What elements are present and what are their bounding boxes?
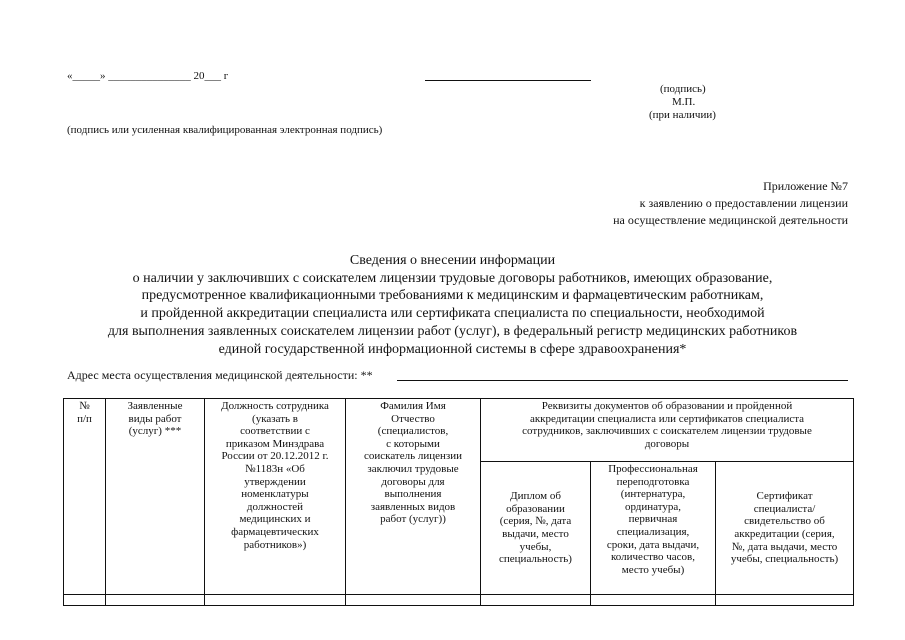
table-cell[interactable] (205, 595, 346, 606)
title-line: единой государственной информационной системы в сфере здравоохранения* (218, 341, 687, 357)
e-signature-label: (подпись или усиленная квалифицированная электронная подпись) (67, 124, 383, 136)
header-work-types: Заявленные виды работ (услуг) *** (106, 399, 205, 595)
document-title (40, 252, 865, 358)
annex-line-3: на осуществление медицинской деятельности (613, 213, 848, 227)
table-row (64, 595, 854, 606)
title-line: о наличии у заключивших с соискателем лицензии трудовые договоры работников, имеющих образование, (132, 270, 773, 286)
annex-header (613, 178, 848, 229)
table-cell[interactable] (481, 595, 591, 606)
table-cell[interactable] (716, 595, 854, 606)
header-position: Должность сотрудника (указать в соответствии с приказом Минздрава России от 20.12.2012 г. №1183н «Об утверждении номенклатуры должностей медицинских и фармацевтических работников») (205, 399, 346, 595)
title-line: и пройденной аккредитации специалиста или сертификата специалиста по специальности, необходимой (140, 306, 765, 322)
signature-label: (подпись) (660, 83, 706, 95)
annex-line-2: к заявлению о предоставлении лицензии (639, 196, 848, 210)
table-cell[interactable] (64, 595, 106, 606)
table-cell[interactable] (106, 595, 205, 606)
title-line: предусмотренное квалификационными требованиями к медицинским и фармацевтическим работникам, (141, 288, 764, 304)
seal-note: (при наличии) (649, 109, 716, 121)
signature-line (425, 80, 591, 81)
header-certificate: Сертификат специалиста/ свидетельство об аккредитации (серия, №, дата выдачи, место учебы, специальность) (716, 462, 854, 595)
date-line: «_____» _______________ 20___ г (67, 70, 229, 82)
table-cell[interactable] (591, 595, 716, 606)
table-cell[interactable] (346, 595, 481, 606)
header-retraining: Профессиональная переподготовка (интернатура, ординатура, первичная специализация, сроки, дата выдачи, количество часов, место учебы) (591, 462, 716, 595)
address-field[interactable] (397, 380, 848, 381)
header-diploma: Диплом об образовании (серия, №, дата выдачи, место учебы, специальность) (481, 462, 591, 595)
staff-table (63, 398, 854, 606)
header-number: № п/п (64, 399, 106, 595)
annex-number: Приложение №7 (763, 179, 848, 193)
header-documents-group: Реквизиты документов об образовании и пройденной аккредитации специалиста или сертификатов специалиста сотрудников, заключивших с соискателем лицензии трудовые договоры (481, 399, 854, 462)
title-line: Сведения о внесении информации (349, 253, 556, 268)
address-label: Адрес места осуществления медицинской деятельности: ** (67, 368, 373, 382)
seal-label: М.П. (672, 96, 696, 108)
header-full-name: Фамилия Имя Отчество (специалистов, с которыми соискатель лицензии заключил трудовые договоры для выполнения заявленных видов работ (услуг)) (346, 399, 481, 595)
title-line: для выполнения заявленных соискателем лицензии работ (услуг), в федеральный регистр медицинских работников (107, 323, 798, 339)
